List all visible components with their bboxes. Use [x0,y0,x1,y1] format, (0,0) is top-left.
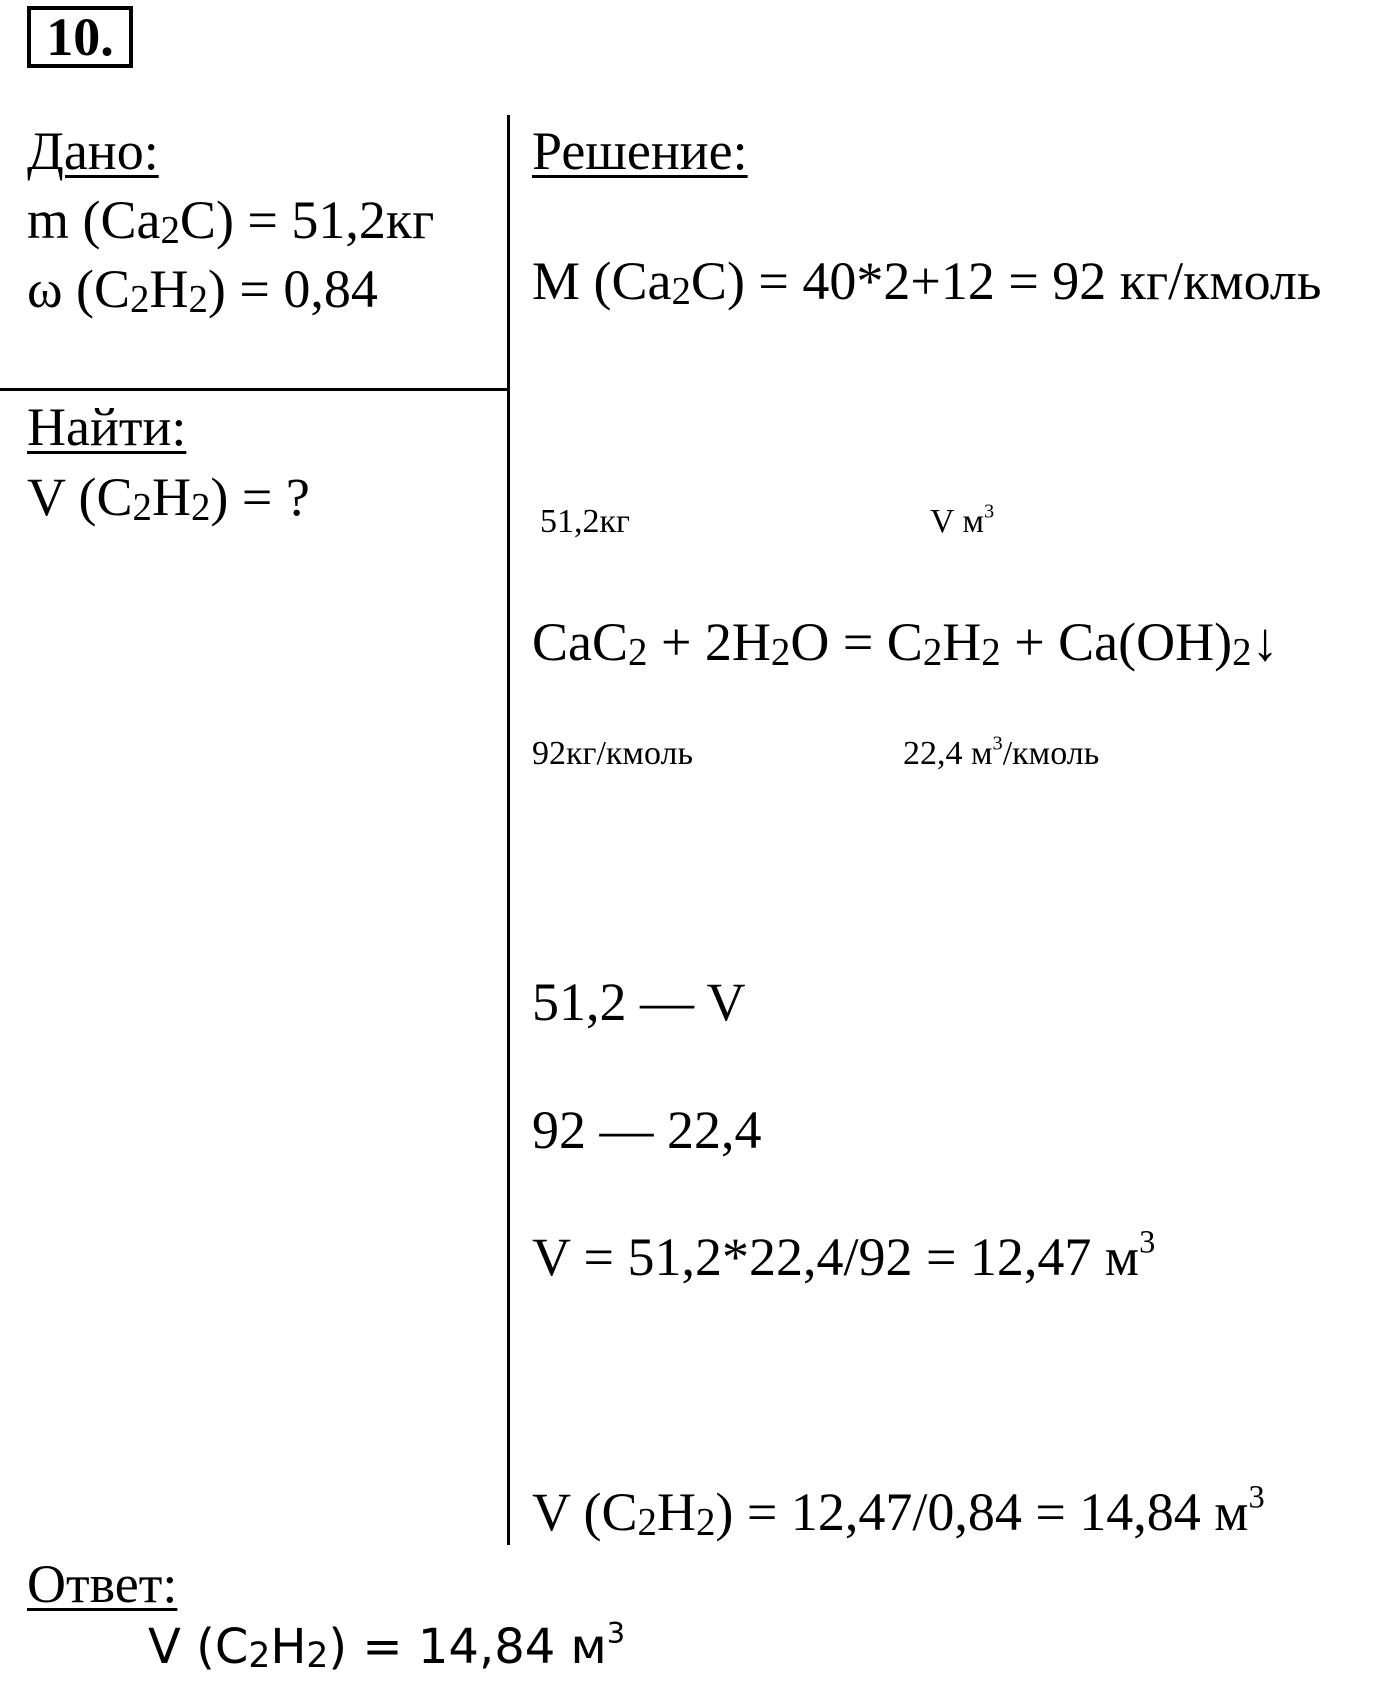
precipitate-arrow-icon: ↓ [1251,612,1279,672]
volume-annotation: V $м^3$ [930,500,995,540]
problem-number-text: 10. [46,7,114,67]
mass-annotation: 51,2кг [540,503,630,540]
molar-mass-annotation: 92кг/кмоль [532,735,693,772]
given-fraction: ω $(C_2H_2) = 0,84$ [27,259,378,321]
horizontal-divider [0,388,510,391]
answer-heading: Ответ: [27,1554,178,1614]
proportion-line-1: 51,2 — V [532,972,746,1032]
volume-calculation: V = 51,2*22,4/92 = 12,47 $м^3$ [532,1224,1156,1287]
final-volume-calculation: V $(C_2H_2) = 12,47/0,84 = 14,84$ $м^3$ [532,1479,1265,1544]
find-heading: Найти: [27,397,187,457]
solution-heading: Решение: [532,121,748,181]
given-mass: m $(Ca_2C) = 51,2кг$ [27,190,435,252]
answer-line: V $(C_2H_2) = 14,84$ $м^3$ [148,1615,626,1677]
proportion-line-2: 92 — 22,4 [532,1100,762,1160]
molar-mass-line: M $(Ca_2C) = 40*2+12 = 92$ кг/кмоль [532,251,1322,313]
find-volume: V $(C_2H_2)$ = ? [27,467,310,529]
reaction-equation: $CaC_2 + 2H_2O = C_2H_2$ + $Ca(OH)_2↓$ [532,612,1279,674]
molar-volume-annotation: 22,4 $м^3$/кмоль [903,732,1100,772]
given-heading: Дано: [27,121,159,181]
vertical-divider [507,115,510,1545]
problem-number [27,6,133,68]
